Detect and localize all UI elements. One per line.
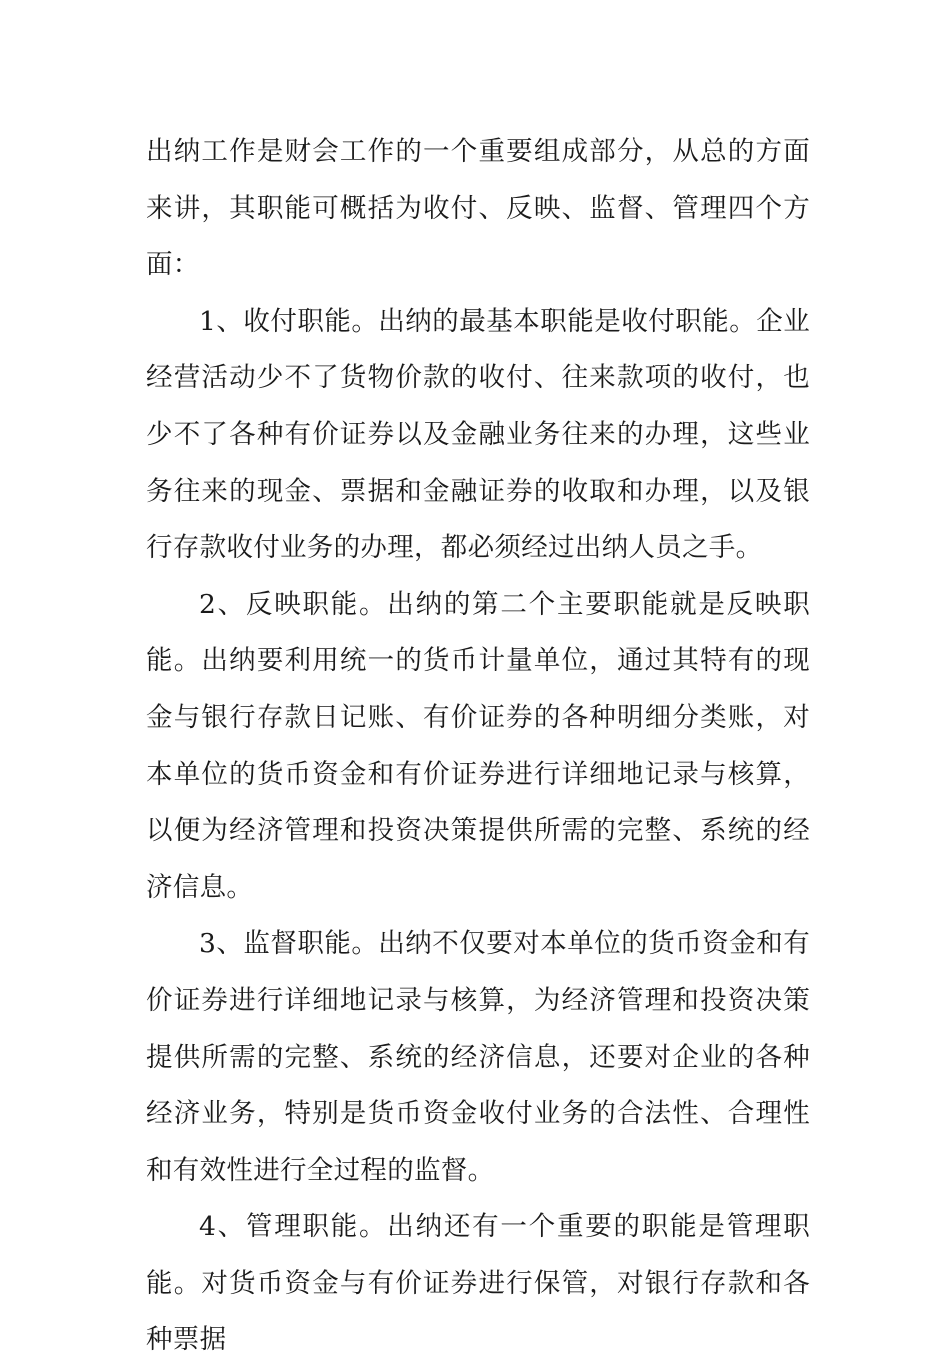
- document-body: [146, 124, 810, 1369]
- intro-paragraph: 出纳工作是财会工作的一个重要组成部分，从总的方面来讲，其职能可概括为收付、反映、监督、管理四个方面：: [146, 136, 810, 281]
- paragraph-payment-function: 1、收付职能。出纳的最基本职能是收付职能。企业经营活动少不了货物价款的收付、往来款项的收付，也少不了各种有价证券以及金融业务往来的办理，这些业务往来的现金、票据和金融证券的收取和办理，以及银行存款收付业务的办理，都必须经过出纳人员之手。: [146, 305, 810, 564]
- paragraph-reporting-function: 2、反映职能。出纳的第二个主要职能就是反映职能。出纳要利用统一的货币计量单位，通过其特有的现金与银行存款日记账、有价证券的各种明细分类账，对本单位的货币资金和有价证券进行详细地记录与核算，以便为经济管理和投资决策提供所需的完整、系统的经济信息。: [146, 588, 810, 903]
- paragraph-supervision-function: 3、监督职能。出纳不仅要对本单位的货币资金和有价证券进行详细地记录与核算，为经济管理和投资决策提供所需的完整、系统的经济信息，还要对企业的各种经济业务，特别是货币资金收付业务的合法性、合理性和有效性进行全过程的监督。: [146, 928, 810, 1186]
- paragraph-management-function: 4、管理职能。出纳还有一个重要的职能是管理职能。对货币资金与有价证券进行保管，对银行存款和各种票据: [146, 1211, 810, 1356]
